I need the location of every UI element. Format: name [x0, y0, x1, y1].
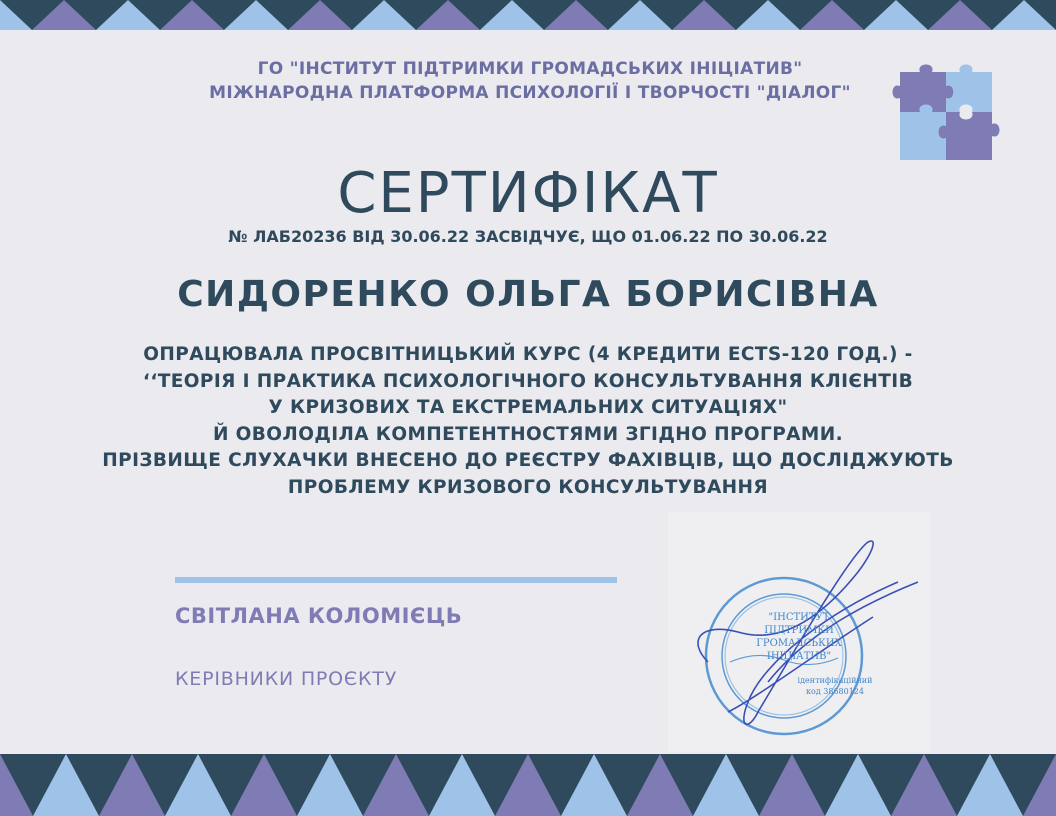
body-line: У КРИЗОВИХ ТА ЕКСТРЕМАЛЬНИХ СИТУАЦІЯХ" [268, 397, 788, 418]
body-line: ПРІЗВИЩЕ СЛУХАЧКИ ВНЕСЕНО ДО РЕЄСТРУ ФАХІВЦІВ, ЩО ДОСЛІДЖУЮТЬ [102, 450, 954, 471]
stamp-text: ІНІЦІАТИВ" [766, 651, 832, 662]
signer-name: СВІТЛАНА КОЛОМІЄЦЬ [175, 604, 463, 628]
bottom-border-pattern [0, 754, 1056, 816]
official-stamp [668, 512, 930, 752]
organization-header [130, 57, 930, 105]
top-border-pattern [0, 0, 1056, 30]
signer-role: КЕРІВНИКИ ПРОЄКТУ [175, 668, 398, 690]
platform-name: МІЖНАРОДНА ПЛАТФОРМА ПСИХОЛОГІЇ І ТВОРЧОСТІ "ДІАЛОГ" [209, 83, 851, 103]
certificate-title: СЕРТИФІКАТ [337, 161, 719, 226]
body-line: ПРОБЛЕМУ КРИЗОВОГО КОНСУЛЬТУВАННЯ [287, 476, 769, 498]
signature-line [175, 577, 617, 583]
organization-name: ГО "ІНСТИТУТ ПІДТРИМКИ ГРОМАДСЬКИХ ІНІЦІАТИВ" [257, 59, 803, 79]
stamp-text: ПІДТРИМКИ [764, 625, 834, 636]
stamp-text: "ІНСТИТУТ [768, 612, 830, 623]
puzzle-icon [886, 60, 1008, 164]
body-line: Й ОВОЛОДІЛА КОМПЕТЕНТНОСТЯМИ ЗГІДНО ПРОГРАМИ. [212, 423, 844, 445]
stamp-code: код 38680124 [805, 687, 864, 696]
stamp-text: ГРОМАДСЬКИХ [756, 638, 842, 649]
certificate-body [40, 342, 1016, 501]
body-line: ‘‘ТЕОРІЯ І ПРАКТИКА ПСИХОЛОГІЧНОГО КОНСУЛЬТУВАННЯ КЛІЄНТІВ [142, 370, 914, 392]
recipient-name: СИДОРЕНКО ОЛЬГА БОРИСІВНА [177, 274, 879, 315]
body-line: ОПРАЦЮВАЛА ПРОСВІТНИЦЬКИЙ КУРС (4 КРЕДИТИ ECTS-120 ГОД.) - [143, 344, 913, 365]
certificate-number: № ЛАБ20236 ВІД 30.06.22 ЗАСВІДЧУЄ, ЩО 01.06.22 ПО 30.06.22 [228, 227, 828, 246]
stamp-code-label: ідентифікаційний [797, 676, 873, 685]
